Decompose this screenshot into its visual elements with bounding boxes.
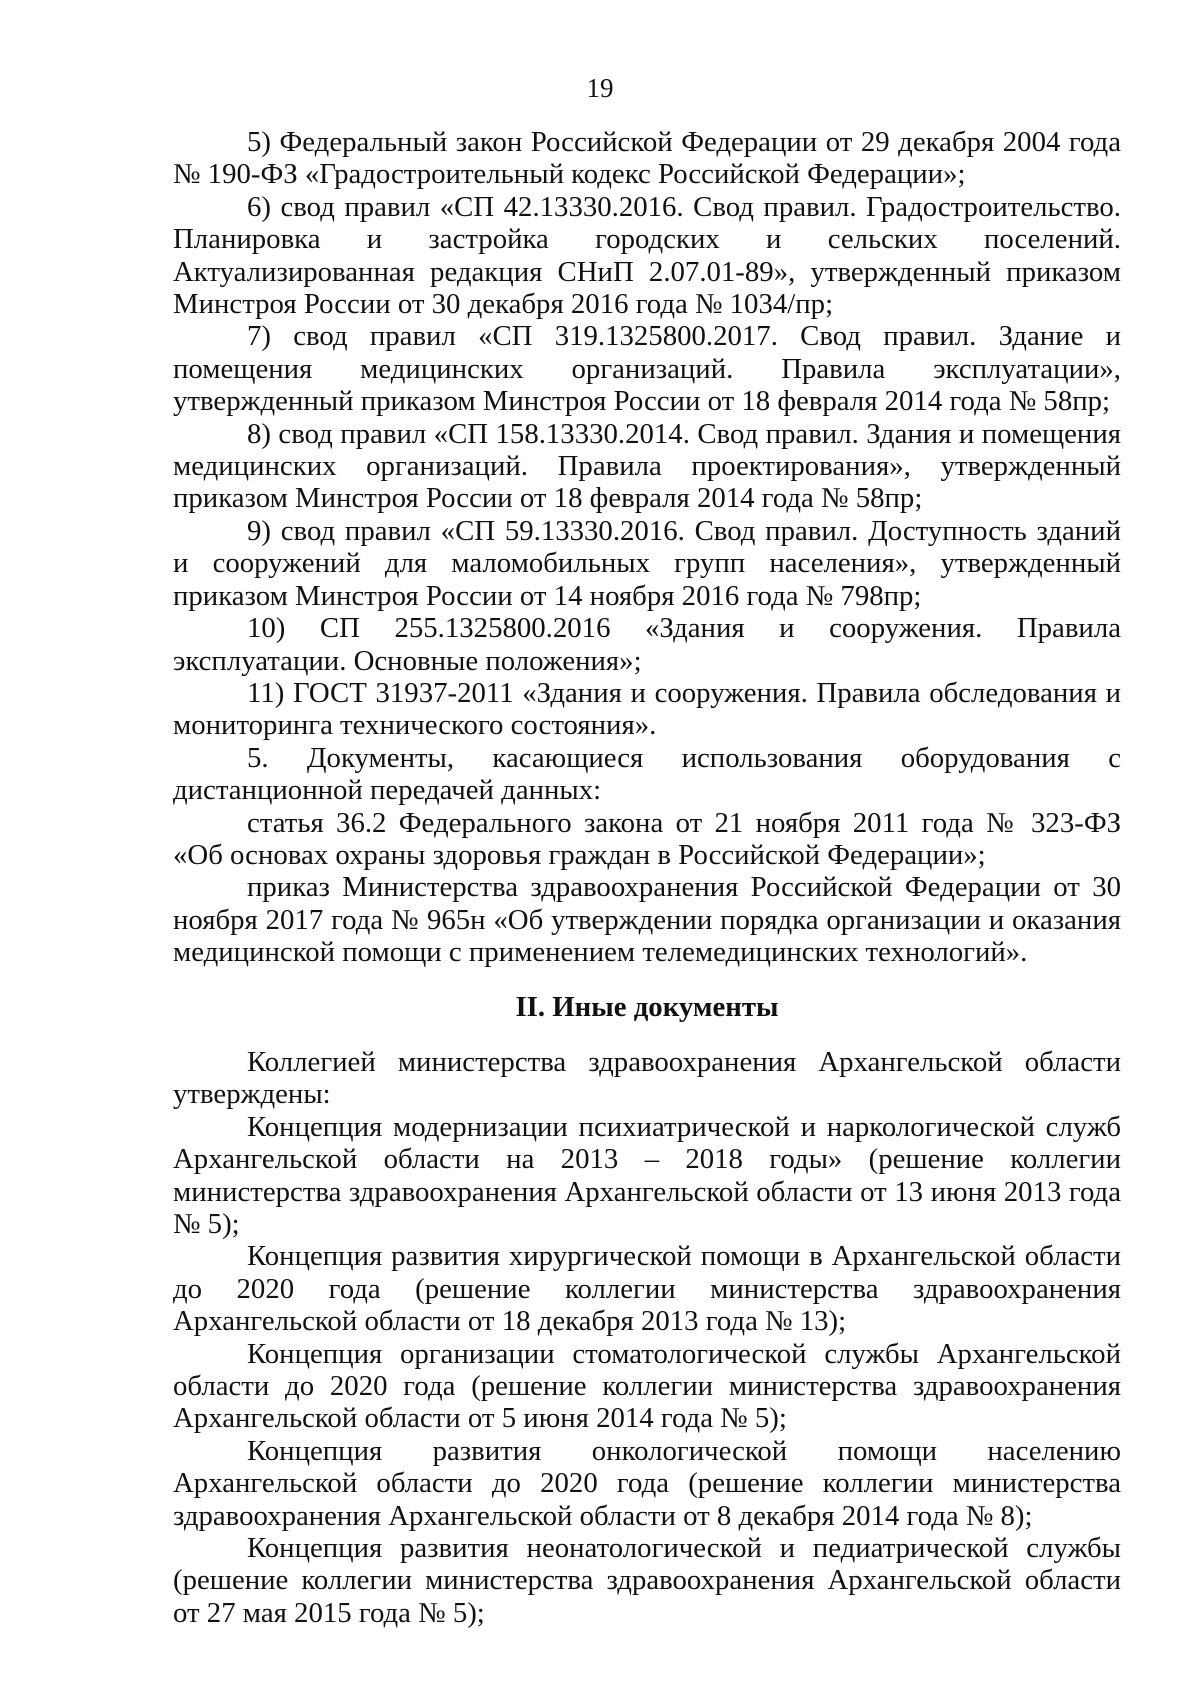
page-number: 19 xyxy=(586,73,614,103)
document-body xyxy=(173,126,1121,1629)
intro-paragraph: Коллегией министерства здравоохранения Архангельской области утверждены: xyxy=(173,1045,1121,1111)
list-item-order-965n: приказ Министерства здравоохранения Российской Федерации от 30 ноября 2017 года № 965н «Об утверждении порядка организации и оказания медицинской помощи с применением телемедицинских технологий». xyxy=(173,871,1121,969)
list-item-sp-319: 7) свод правил «СП 319.1325800.2017. Свод правил. Здание и помещения медицинских организаций. Правила эксплуатации», утвержденный приказом Минстроя России от 18 февраля 2014 года № 58пр; xyxy=(173,320,1121,418)
concept-psychiatric: Концепция модернизации психиатрической и наркологической служб Архангельской области на 2013 – 2018 годы» (решение коллегии министерства здравоохранения Архангельской области от 13 июня 2013 года № 5); xyxy=(173,1110,1121,1240)
concept-neonatal: Концепция развития неонатологической и педиатрической службы (решение коллегии министерства здравоохранения Архангельской области от 27 мая 2015 года № 5); xyxy=(173,1532,1121,1629)
list-item-federal-law: 5) Федеральный закон Российской Федерации от 29 декабря 2004 года № 190-ФЗ «Градостроительный кодекс Российской Федерации»; xyxy=(173,126,1121,191)
concept-surgical: Концепция развития хирургической помощи в Архангельской области до 2020 года (решение коллегии министерства здравоохранения Архангельской области от 18 декабря 2013 года № 13); xyxy=(173,1240,1121,1338)
list-item-sp-255: 10) СП 255.1325800.2016 «Здания и сооружения. Правила эксплуатации. Основные положения»; xyxy=(173,612,1121,677)
list-item-sp-158: 8) свод правил «СП 158.13330.2014. Свод правил. Здания и помещения медицинских организаций. Правила проектирования», утвержденный приказом Минстроя России от 18 февраля 2014 года № 58пр; xyxy=(173,417,1121,515)
concept-oncology: Концепция развития онкологической помощи населению Архангельской области до 2020 года (решение коллегии министерства здравоохранения Архангельской области от 8 декабря 2014 года № 8); xyxy=(173,1434,1121,1532)
list-item-sp-42: 6) свод правил «СП 42.13330.2016. Свод правил. Градостроительство. Планировка и застройка городских и сельских поселений. Актуализированная редакция СНиП 2.07.01-89», утвержденный приказом Минстроя России от 30 декабря 2016 года № 1034/пр; xyxy=(173,190,1121,321)
list-item-gost: 11) ГОСТ 31937-2011 «Здания и сооружения. Правила обследования и мониторинга технического состояния». xyxy=(173,676,1121,742)
concept-dental: Концепция организации стоматологической службы Архангельской области до 2020 года (решение коллегии министерства здравоохранения Архангельской области от 5 июня 2014 года № 5); xyxy=(173,1337,1121,1435)
section-item-remote-data: 5. Документы, касающиеся использования оборудования с дистанционной передачей данных: xyxy=(173,741,1121,807)
section-heading: II. Иные документы xyxy=(515,990,779,1023)
list-item-sp-59: 9) свод правил «СП 59.13330.2016. Свод правил. Доступность зданий и сооружений для маломобильных групп населения», утвержденный приказом Минстроя России от 14 ноября 2016 года № 798пр; xyxy=(173,514,1121,612)
list-item-article-36-2: статья 36.2 Федерального закона от 21 ноября 2011 года № 323-ФЗ «Об основах охраны здоровья граждан в Российской Федерации»; xyxy=(173,806,1121,871)
